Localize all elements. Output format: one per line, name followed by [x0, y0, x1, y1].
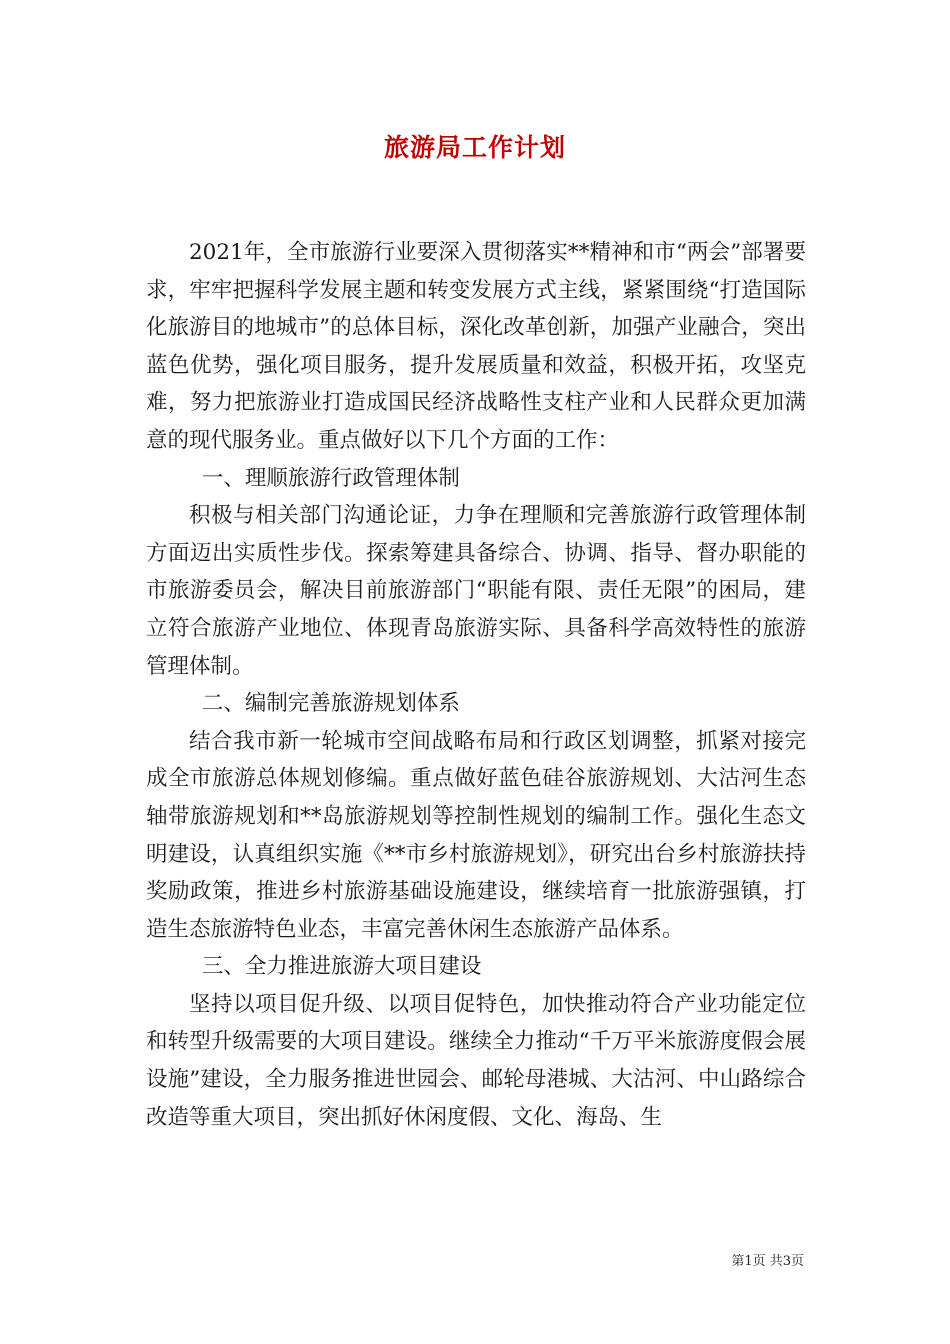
- section-body-1: 积极与相关部门沟通论证，力争在理顺和完善旅游行政管理体制方面迈出实质性步伐。探索筹建具备综合、协调、指导、督办职能的市旅游委员会，解决目前旅游部门“职能有限、责任无限”的困局，建立符合旅游产业地位、体现青岛旅游实际、具备科学高效特性的旅游管理体制。: [146, 503, 806, 679]
- intro-paragraph: 2021年，全市旅游行业要深入贯彻落实**精神和市“两会”部署要求，牢牢把握科学发展主题和转变发展方式主线，紧紧围绕“打造国际化旅游目的地城市”的总体目标，深化改革创新，加强产业融合，突出蓝色优势，强化项目服务，提升发展质量和效益，积极开拓，攻坚克难，努力把旅游业打造成国民经济战略性支柱产业和人民群众更加满意的现代服务业。重点做好以下几个方面的工作：: [146, 240, 806, 453]
- document-title: 旅游局工作计划: [383, 133, 566, 162]
- section-body-2: 结合我市新一轮城市空间战略布局和行政区划调整，抓紧对接完成全市旅游总体规划修编。重点做好蓝色硅谷旅游规划、大沽河生态轴带旅游规划和**岛旅游规划等控制性规划的编制工作。强化生态文明建设，认真组织实施《**市乡村旅游规划》，研究出台乡村旅游扶持奖励政策，推进乡村旅游基础设施建设，继续培育一批旅游强镇，打造生态旅游特色业态，丰富完善休闲生态旅游产品体系。: [146, 728, 806, 942]
- page-indicator: 第1页 共3页: [731, 1254, 804, 1269]
- section-body-3: 坚持以项目促升级、以项目促特色，加快推动符合产业功能定位和转型升级需要的大项目建设。继续全力推动“千万平米旅游度假会展设施”建设，全力服务推进世园会、邮轮母港城、大沽河、中山路综合改造等重大项目，突出抓好休闲度假、文化、海岛、生: [146, 991, 806, 1130]
- section-heading-3: 三、全力推进旅游大项目建设: [201, 954, 482, 980]
- section-heading-1: 一、理顺旅游行政管理体制: [201, 465, 460, 491]
- section-heading-2: 二、编制完善旅游规划体系: [201, 691, 460, 717]
- document-body: [146, 234, 806, 1136]
